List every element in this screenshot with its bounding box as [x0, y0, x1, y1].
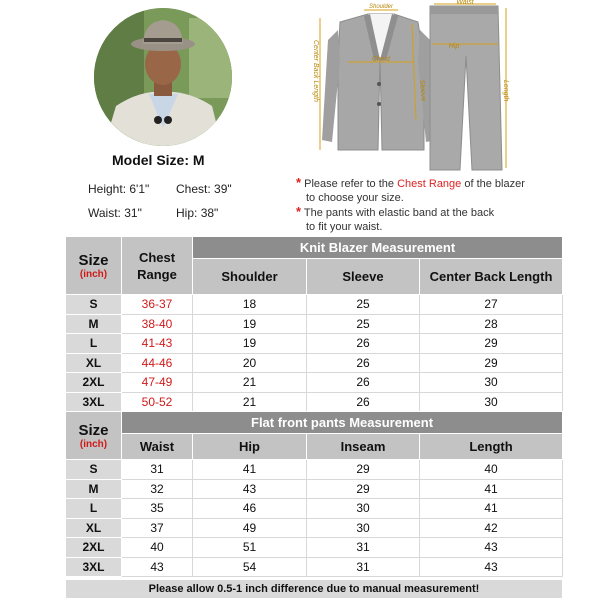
blazer-shoulder-cell: 21 [193, 373, 307, 393]
blazer-group-header: Knit Blazer Measurement [193, 237, 563, 259]
chest-range-header: Chest Range [122, 237, 193, 295]
pants-length-cell: 43 [420, 538, 563, 558]
blazer-row [66, 334, 563, 354]
height-label: Height: [88, 182, 127, 196]
size-header-text: Size [78, 421, 109, 439]
blazer-chest-cell: 50-52 [122, 392, 193, 412]
pants-size-table [65, 411, 563, 577]
pants-length-cell: 41 [420, 499, 563, 519]
model-size-value: M [192, 152, 205, 168]
blazer-sleeve-cell: 26 [307, 373, 420, 393]
pants-waist-cell: 40 [122, 538, 193, 558]
garment-diagram [308, 0, 513, 176]
note1-line2: to choose your size. [306, 192, 404, 204]
diagram-length-label: Length [502, 80, 509, 102]
model-illustration [94, 8, 232, 146]
inch-unit: (inch) [79, 268, 108, 280]
blazer-size-cell: 3XL [66, 392, 122, 412]
blazer-chest-cell: 41-43 [122, 334, 193, 354]
blazer-shoulder-cell: 19 [193, 314, 307, 334]
pants-length-col-header: Length [420, 434, 563, 460]
back-length-col-header: Center Back Length [420, 259, 563, 295]
pants-length-cell: 43 [420, 557, 563, 577]
note1-post: of the blazer [461, 178, 525, 190]
blazer-length-cell: 27 [420, 295, 563, 315]
diagram-sleeve-label: Sleeve [418, 79, 427, 102]
model-size-label: Model Size: [112, 152, 190, 168]
note2-line1: The pants with elastic band at the back [303, 207, 495, 219]
blazer-size-cell: XL [66, 353, 122, 373]
blazer-sleeve-cell: 25 [307, 295, 420, 315]
hip-value: 38" [200, 206, 219, 220]
pants-waist-cell: 32 [122, 479, 193, 499]
pants-hip-cell: 43 [193, 479, 307, 499]
note1-pre: Please refer to the [304, 178, 398, 190]
pants-row [66, 460, 563, 480]
blazer-shoulder-cell: 18 [193, 295, 307, 315]
diagram-waist-label: Waist [456, 0, 474, 6]
blazer-length-cell: 29 [420, 353, 563, 373]
blazer-shoulder-cell: 21 [193, 392, 307, 412]
note-star: * [296, 175, 302, 190]
diagram-hip-label: Hip [448, 43, 460, 50]
pants-row [66, 499, 563, 519]
pants-row [66, 518, 563, 538]
blazer-length-cell: 28 [420, 314, 563, 334]
blazer-size-cell: 2XL [66, 373, 122, 393]
blazer-chest-cell: 38-40 [122, 314, 193, 334]
hip-col-header: Hip [193, 434, 307, 460]
blazer-length-cell: 30 [420, 373, 563, 393]
pants-inseam-cell: 29 [307, 460, 420, 480]
blazer-size-cell: M [66, 314, 122, 334]
pants-waist-cell: 43 [122, 557, 193, 577]
pants-row [66, 557, 563, 577]
blazer-size-header [66, 237, 122, 295]
pants-hip-cell: 49 [193, 518, 307, 538]
model-photo [94, 8, 232, 146]
chest-value: 39" [214, 182, 232, 196]
waist-label: Waist: [88, 206, 121, 220]
blazer-sleeve-cell: 26 [307, 353, 420, 373]
blazer-row [66, 314, 563, 334]
model-chest [176, 182, 232, 196]
waist-value: 31" [124, 206, 142, 220]
pants-waist-cell: 37 [122, 518, 193, 538]
pants-length-cell: 41 [420, 479, 563, 499]
model-hip [176, 206, 218, 220]
pants-hip-cell: 51 [193, 538, 307, 558]
pants-length-cell: 40 [420, 460, 563, 480]
note-elastic-band [296, 205, 596, 234]
note2-line2: to fit your waist. [306, 221, 383, 233]
pants-inseam-cell: 30 [307, 499, 420, 519]
note1-red: Chest Range [397, 178, 462, 190]
pants-waist-cell: 35 [122, 499, 193, 519]
pants-inseam-cell: 30 [307, 518, 420, 538]
inseam-col-header: Inseam [307, 434, 420, 460]
pants-inseam-cell: 31 [307, 557, 420, 577]
pants-size-cell: 2XL [66, 538, 122, 558]
sleeve-col-header: Sleeve [307, 259, 420, 295]
blazer-sleeve-cell: 26 [307, 392, 420, 412]
height-value: 6'1" [129, 182, 150, 196]
pants-length-cell: 42 [420, 518, 563, 538]
blazer-shoulder-cell: 19 [193, 334, 307, 354]
blazer-size-cell: S [66, 295, 122, 315]
blazer-size-cell: L [66, 334, 122, 354]
blazer-sleeve-cell: 26 [307, 334, 420, 354]
pants-hip-cell: 46 [193, 499, 307, 519]
model-height [88, 182, 149, 196]
pants-row [66, 538, 563, 558]
pants-hip-cell: 54 [193, 557, 307, 577]
blazer-chest-cell: 47-49 [122, 373, 193, 393]
blazer-row [66, 373, 563, 393]
note-chest-range [296, 176, 596, 205]
diagram-shoulder-label: Shoulder [368, 4, 394, 10]
pants-hip-cell: 41 [193, 460, 307, 480]
shoulder-col-header: Shoulder [193, 259, 307, 295]
diagram-back-length-label: Center Back Length [312, 40, 319, 102]
blazer-chest-cell: 44-46 [122, 353, 193, 373]
blazer-row [66, 392, 563, 412]
pants-size-header [66, 412, 122, 460]
waist-col-header: Waist [122, 434, 193, 460]
blazer-chest-cell: 36-37 [122, 295, 193, 315]
model-size [112, 152, 205, 168]
blazer-row [66, 295, 563, 315]
chest-label: Chest: [176, 182, 211, 196]
pants-size-cell: XL [66, 518, 122, 538]
measurement-disclaimer: Please allow 0.5-1 inch difference due to manual measurement! [66, 580, 562, 598]
pants-size-cell: L [66, 499, 122, 519]
inch-unit: (inch) [79, 438, 108, 450]
blazer-length-cell: 30 [420, 392, 563, 412]
blazer-size-table [65, 236, 563, 412]
pants-waist-cell: 31 [122, 460, 193, 480]
pants-size-cell: S [66, 460, 122, 480]
pants-group-header: Flat front pants Measurement [122, 412, 563, 434]
pants-size-cell: M [66, 479, 122, 499]
pants-inseam-cell: 29 [307, 479, 420, 499]
blazer-length-cell: 29 [420, 334, 563, 354]
model-waist [88, 206, 142, 220]
blazer-row [66, 353, 563, 373]
note-star: * [296, 204, 302, 219]
diagram-chest-label: Chest [371, 56, 391, 63]
pants-row [66, 479, 563, 499]
size-header-text: Size [78, 251, 109, 269]
pants-size-cell: 3XL [66, 557, 122, 577]
hip-label: Hip: [176, 206, 198, 220]
blazer-shoulder-cell: 20 [193, 353, 307, 373]
blazer-sleeve-cell: 25 [307, 314, 420, 334]
pants-inseam-cell: 31 [307, 538, 420, 558]
